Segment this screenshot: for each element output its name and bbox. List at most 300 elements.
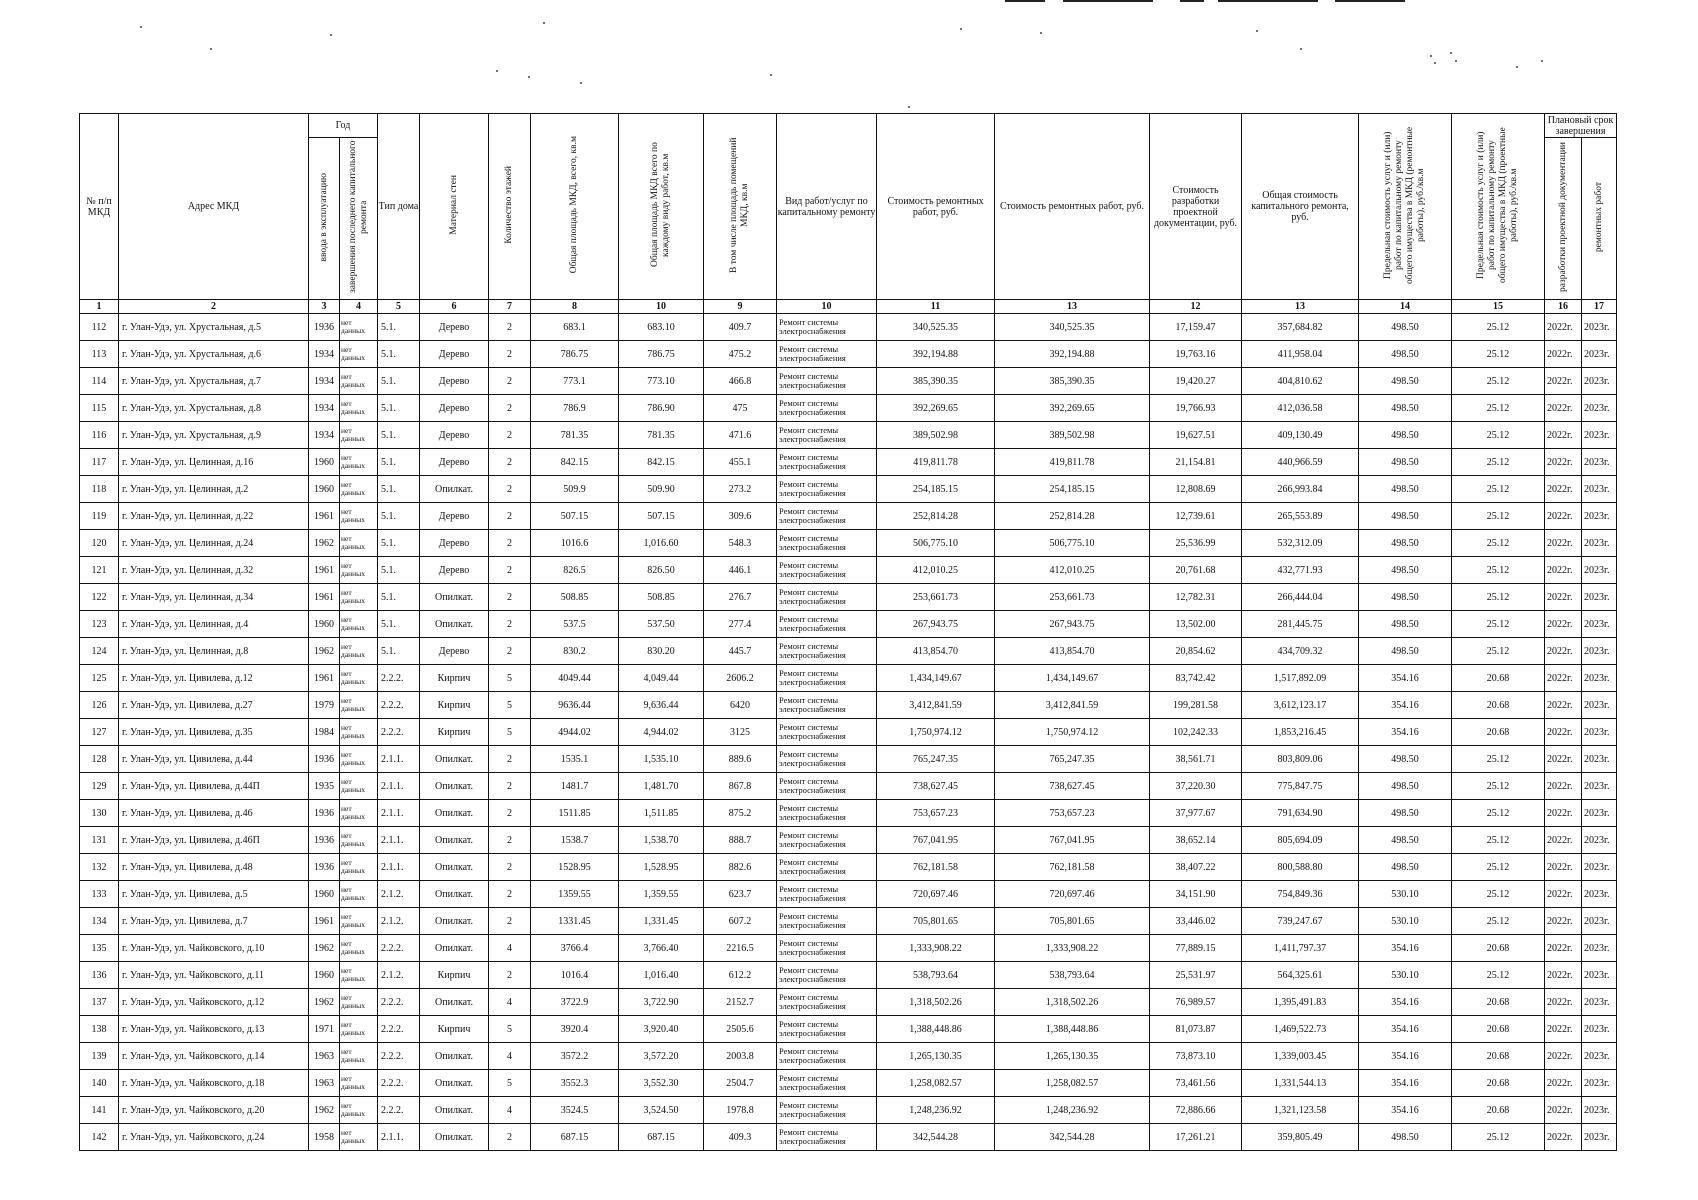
limit-design-cell: 25.12 (1452, 881, 1545, 908)
area-per-work-cell: 773.10 (619, 368, 704, 395)
area-per-work-cell: 1,016.40 (619, 962, 704, 989)
address-cell: г. Улан-Удэ, ул. Целинная, д.32 (119, 557, 309, 584)
limit-repair-cell: 498.50 (1359, 422, 1452, 449)
row-number: 112 (80, 314, 119, 341)
limit-repair-cell: 354.16 (1359, 1097, 1452, 1124)
wall-material-cell: Опилкат. (420, 1124, 489, 1151)
repair-cost-cell: 1,434,149.67 (877, 665, 995, 692)
deadline-design-cell: 2022г. (1545, 719, 1582, 746)
deadline-repair-cell: 2023г. (1582, 584, 1617, 611)
header-year-last-repair: завершения последнего капитального ремонта (340, 138, 378, 300)
design-cost-cell: 17,261.21 (1150, 1124, 1242, 1151)
area-per-work-cell: 537.50 (619, 611, 704, 638)
floors-cell: 5 (489, 692, 531, 719)
repair-cost-cell: 1,750,974.12 (877, 719, 995, 746)
premises-area-cell: 882.6 (704, 854, 777, 881)
repair-cost-cell: 762,181.58 (877, 854, 995, 881)
wall-material-cell: Дерево (420, 449, 489, 476)
year-last-repair-cell: нет данных (340, 692, 378, 719)
column-index-cell: 1 (80, 300, 119, 314)
address-cell: г. Улан-Удэ, ул. Чайковского, д.24 (119, 1124, 309, 1151)
area-per-work-cell: 3,552.30 (619, 1070, 704, 1097)
house-type-cell: 2.1.1. (378, 773, 420, 800)
limit-design-cell: 25.12 (1452, 503, 1545, 530)
year-commission-cell: 1960 (309, 476, 340, 503)
year-commission-cell: 1936 (309, 314, 340, 341)
house-type-cell: 2.2.2. (378, 1016, 420, 1043)
repair-cost-cell: 1,318,502.26 (877, 989, 995, 1016)
wall-material-cell: Опилкат. (420, 584, 489, 611)
column-index-cell: 14 (1359, 300, 1452, 314)
wall-material-cell: Опилкат. (420, 827, 489, 854)
floors-cell: 5 (489, 665, 531, 692)
deadline-design-cell: 2022г. (1545, 530, 1582, 557)
house-type-cell: 5.1. (378, 557, 420, 584)
deadline-design-cell: 2022г. (1545, 341, 1582, 368)
table-row (80, 449, 1617, 476)
repair-cost-2-cell: 720,697.46 (995, 881, 1150, 908)
row-number: 139 (80, 1043, 119, 1070)
row-number: 115 (80, 395, 119, 422)
deadline-design-cell: 2022г. (1545, 557, 1582, 584)
repair-cost-2-cell: 389,502.98 (995, 422, 1150, 449)
limit-design-cell: 25.12 (1452, 368, 1545, 395)
table-row (80, 530, 1617, 557)
table-row (80, 314, 1617, 341)
year-commission-cell: 1961 (309, 665, 340, 692)
wall-material-cell: Опилкат. (420, 881, 489, 908)
limit-repair-cell: 498.50 (1359, 530, 1452, 557)
column-index-cell: 9 (704, 300, 777, 314)
year-last-repair-cell: нет данных (340, 665, 378, 692)
column-index-cell: 16 (1545, 300, 1582, 314)
repair-cost-cell: 267,943.75 (877, 611, 995, 638)
premises-area-cell: 607.2 (704, 908, 777, 935)
limit-repair-cell: 498.50 (1359, 584, 1452, 611)
premises-area-cell: 455.1 (704, 449, 777, 476)
premises-area-cell: 548.3 (704, 530, 777, 557)
limit-design-cell: 25.12 (1452, 530, 1545, 557)
year-commission-cell: 1936 (309, 827, 340, 854)
repair-cost-cell: 419,811.78 (877, 449, 995, 476)
total-area-cell: 3920.4 (531, 1016, 619, 1043)
repair-cost-2-cell: 1,318,502.26 (995, 989, 1150, 1016)
address-cell: г. Улан-Удэ, ул. Цивилева, д.46П (119, 827, 309, 854)
area-per-work-cell: 507.15 (619, 503, 704, 530)
address-cell: г. Улан-Удэ, ул. Целинная, д.24 (119, 530, 309, 557)
repair-cost-cell: 538,793.64 (877, 962, 995, 989)
house-type-cell: 2.1.1. (378, 800, 420, 827)
year-commission-cell: 1960 (309, 449, 340, 476)
address-cell: г. Улан-Удэ, ул. Цивилева, д.12 (119, 665, 309, 692)
house-type-cell: 2.1.1. (378, 1124, 420, 1151)
premises-area-cell: 3125 (704, 719, 777, 746)
year-commission-cell: 1935 (309, 773, 340, 800)
limit-design-cell: 20.68 (1452, 1070, 1545, 1097)
work-type-cell: Ремонт системы электроснабжения (777, 611, 877, 638)
total-area-cell: 830.2 (531, 638, 619, 665)
total-cost-cell: 357,684.82 (1242, 314, 1359, 341)
limit-design-cell: 25.12 (1452, 476, 1545, 503)
wall-material-cell: Дерево (420, 314, 489, 341)
row-number: 136 (80, 962, 119, 989)
year-last-repair-cell: нет данных (340, 611, 378, 638)
wall-material-cell: Кирпич (420, 962, 489, 989)
deadline-repair-cell: 2023г. (1582, 422, 1617, 449)
address-cell: г. Улан-Удэ, ул. Цивилева, д.44 (119, 746, 309, 773)
repair-cost-cell: 753,657.23 (877, 800, 995, 827)
house-type-cell: 2.2.2. (378, 935, 420, 962)
repair-cost-2-cell: 1,388,448.86 (995, 1016, 1150, 1043)
table-row (80, 1043, 1617, 1070)
floors-cell: 2 (489, 800, 531, 827)
total-cost-cell: 1,339,003.45 (1242, 1043, 1359, 1070)
header-num: № п/п МКД (80, 114, 119, 300)
deadline-repair-cell: 2023г. (1582, 314, 1617, 341)
total-area-cell: 773.1 (531, 368, 619, 395)
limit-repair-cell: 498.50 (1359, 800, 1452, 827)
limit-design-cell: 25.12 (1452, 800, 1545, 827)
deadline-design-cell: 2022г. (1545, 1043, 1582, 1070)
limit-repair-cell: 530.10 (1359, 908, 1452, 935)
total-cost-cell: 409,130.49 (1242, 422, 1359, 449)
repair-cost-cell: 252,814.28 (877, 503, 995, 530)
deadline-design-cell: 2022г. (1545, 611, 1582, 638)
area-per-work-cell: 3,572.20 (619, 1043, 704, 1070)
repair-cost-2-cell: 1,265,130.35 (995, 1043, 1150, 1070)
total-area-cell: 9636.44 (531, 692, 619, 719)
address-cell: г. Улан-Удэ, ул. Целинная, д.8 (119, 638, 309, 665)
work-type-cell: Ремонт системы электроснабжения (777, 341, 877, 368)
total-area-cell: 1511.85 (531, 800, 619, 827)
total-area-cell: 1481.7 (531, 773, 619, 800)
header-repair-cost: Стоимость ремонтных работ, руб. (877, 114, 995, 300)
header-address: Адрес МКД (119, 114, 309, 300)
row-number: 135 (80, 935, 119, 962)
row-number: 132 (80, 854, 119, 881)
design-cost-cell: 83,742.42 (1150, 665, 1242, 692)
deadline-repair-cell: 2023г. (1582, 746, 1617, 773)
area-per-work-cell: 830.20 (619, 638, 704, 665)
total-cost-cell: 1,411,797.37 (1242, 935, 1359, 962)
total-area-cell: 1528.95 (531, 854, 619, 881)
premises-area-cell: 1978.8 (704, 1097, 777, 1124)
total-area-cell: 508.85 (531, 584, 619, 611)
total-area-cell: 786.9 (531, 395, 619, 422)
table-row (80, 368, 1617, 395)
design-cost-cell: 20,854.62 (1150, 638, 1242, 665)
row-number: 141 (80, 1097, 119, 1124)
row-number: 133 (80, 881, 119, 908)
house-type-cell: 5.1. (378, 422, 420, 449)
year-commission-cell: 1962 (309, 530, 340, 557)
year-last-repair-cell: нет данных (340, 557, 378, 584)
year-last-repair-cell: нет данных (340, 1070, 378, 1097)
deadline-design-cell: 2022г. (1545, 584, 1582, 611)
wall-material-cell: Опилкат. (420, 800, 489, 827)
total-cost-cell: 412,036.58 (1242, 395, 1359, 422)
limit-design-cell: 20.68 (1452, 1097, 1545, 1124)
deadline-design-cell: 2022г. (1545, 692, 1582, 719)
repair-cost-2-cell: 3,412,841.59 (995, 692, 1150, 719)
floors-cell: 2 (489, 1124, 531, 1151)
deadline-repair-cell: 2023г. (1582, 1070, 1617, 1097)
premises-area-cell: 471.6 (704, 422, 777, 449)
column-index-cell: 3 (309, 300, 340, 314)
total-cost-cell: 432,771.93 (1242, 557, 1359, 584)
column-index-row (80, 300, 1617, 314)
work-type-cell: Ремонт системы электроснабжения (777, 962, 877, 989)
address-cell: г. Улан-Удэ, ул. Цивилева, д.27 (119, 692, 309, 719)
floors-cell: 2 (489, 503, 531, 530)
design-cost-cell: 33,446.02 (1150, 908, 1242, 935)
year-last-repair-cell: нет данных (340, 530, 378, 557)
floors-cell: 2 (489, 368, 531, 395)
limit-repair-cell: 354.16 (1359, 719, 1452, 746)
floors-cell: 4 (489, 989, 531, 1016)
wall-material-cell: Дерево (420, 530, 489, 557)
year-commission-cell: 1962 (309, 1097, 340, 1124)
deadline-design-cell: 2022г. (1545, 665, 1582, 692)
deadline-design-cell: 2022г. (1545, 422, 1582, 449)
premises-area-cell: 409.7 (704, 314, 777, 341)
deadline-design-cell: 2022г. (1545, 854, 1582, 881)
year-commission-cell: 1963 (309, 1070, 340, 1097)
design-cost-cell: 37,220.30 (1150, 773, 1242, 800)
row-number: 125 (80, 665, 119, 692)
header-row-top (80, 114, 1617, 138)
column-index-cell: 10 (777, 300, 877, 314)
limit-repair-cell: 498.50 (1359, 341, 1452, 368)
repair-cost-2-cell: 412,010.25 (995, 557, 1150, 584)
limit-design-cell: 25.12 (1452, 422, 1545, 449)
wall-material-cell: Опилкат. (420, 773, 489, 800)
repair-cost-2-cell: 1,248,236.92 (995, 1097, 1150, 1124)
column-index-cell: 7 (489, 300, 531, 314)
premises-area-cell: 446.1 (704, 557, 777, 584)
repair-cost-cell: 1,388,448.86 (877, 1016, 995, 1043)
repair-cost-cell: 1,248,236.92 (877, 1097, 995, 1124)
design-cost-cell: 20,761.68 (1150, 557, 1242, 584)
deadline-design-cell: 2022г. (1545, 989, 1582, 1016)
floors-cell: 2 (489, 746, 531, 773)
year-last-repair-cell: нет данных (340, 1097, 378, 1124)
wall-material-cell: Опилкат. (420, 854, 489, 881)
repair-cost-2-cell: 538,793.64 (995, 962, 1150, 989)
address-cell: г. Улан-Удэ, ул. Чайковского, д.13 (119, 1016, 309, 1043)
total-cost-cell: 1,517,892.09 (1242, 665, 1359, 692)
area-per-work-cell: 4,944.02 (619, 719, 704, 746)
row-number: 119 (80, 503, 119, 530)
table-row (80, 692, 1617, 719)
premises-area-cell: 276.7 (704, 584, 777, 611)
wall-material-cell: Опилкат. (420, 746, 489, 773)
table-row (80, 881, 1617, 908)
year-commission-cell: 1934 (309, 368, 340, 395)
year-last-repair-cell: нет данных (340, 962, 378, 989)
row-number: 138 (80, 1016, 119, 1043)
total-cost-cell: 265,553.89 (1242, 503, 1359, 530)
work-type-cell: Ремонт системы электроснабжения (777, 503, 877, 530)
floors-cell: 2 (489, 422, 531, 449)
header-deadline-design: разработки проектной документации (1545, 138, 1582, 300)
area-per-work-cell: 842.15 (619, 449, 704, 476)
column-index-cell: 17 (1582, 300, 1617, 314)
row-number: 129 (80, 773, 119, 800)
limit-repair-cell: 498.50 (1359, 314, 1452, 341)
header-premises-area: В том числе площадь помещений МКД, кв.м (704, 114, 777, 300)
house-type-cell: 5.1. (378, 449, 420, 476)
floors-cell: 4 (489, 935, 531, 962)
deadline-design-cell: 2022г. (1545, 476, 1582, 503)
repair-cost-2-cell: 765,247.35 (995, 746, 1150, 773)
premises-area-cell: 612.2 (704, 962, 777, 989)
work-type-cell: Ремонт системы электроснабжения (777, 692, 877, 719)
limit-design-cell: 20.68 (1452, 935, 1545, 962)
repair-cost-2-cell: 762,181.58 (995, 854, 1150, 881)
house-type-cell: 5.1. (378, 476, 420, 503)
address-cell: г. Улан-Удэ, ул. Чайковского, д.14 (119, 1043, 309, 1070)
premises-area-cell: 623.7 (704, 881, 777, 908)
wall-material-cell: Опилкат. (420, 1043, 489, 1070)
total-area-cell: 781.35 (531, 422, 619, 449)
design-cost-cell: 37,977.67 (1150, 800, 1242, 827)
year-last-repair-cell: нет данных (340, 1016, 378, 1043)
column-index-cell: 11 (877, 300, 995, 314)
table-row (80, 1016, 1617, 1043)
total-area-cell: 1016.4 (531, 962, 619, 989)
year-last-repair-cell: нет данных (340, 800, 378, 827)
row-number: 137 (80, 989, 119, 1016)
limit-design-cell: 25.12 (1452, 638, 1545, 665)
limit-repair-cell: 354.16 (1359, 692, 1452, 719)
limit-design-cell: 20.68 (1452, 1043, 1545, 1070)
table-row (80, 665, 1617, 692)
year-commission-cell: 1962 (309, 638, 340, 665)
year-last-repair-cell: нет данных (340, 314, 378, 341)
work-type-cell: Ремонт системы электроснабжения (777, 854, 877, 881)
year-commission-cell: 1961 (309, 908, 340, 935)
row-number: 116 (80, 422, 119, 449)
area-per-work-cell: 1,359.55 (619, 881, 704, 908)
header-deadline-group: Плановый срок завершения (1545, 114, 1617, 138)
work-type-cell: Ремонт системы электроснабжения (777, 368, 877, 395)
repair-cost-cell: 3,412,841.59 (877, 692, 995, 719)
year-last-repair-cell: нет данных (340, 935, 378, 962)
limit-repair-cell: 498.50 (1359, 827, 1452, 854)
year-last-repair-cell: нет данных (340, 449, 378, 476)
deadline-design-cell: 2022г. (1545, 881, 1582, 908)
deadline-repair-cell: 2023г. (1582, 854, 1617, 881)
limit-repair-cell: 498.50 (1359, 449, 1452, 476)
address-cell: г. Улан-Удэ, ул. Чайковского, д.11 (119, 962, 309, 989)
row-number: 140 (80, 1070, 119, 1097)
wall-material-cell: Опилкат. (420, 989, 489, 1016)
repair-cost-2-cell: 767,041.95 (995, 827, 1150, 854)
repair-cost-cell: 767,041.95 (877, 827, 995, 854)
limit-repair-cell: 498.50 (1359, 746, 1452, 773)
total-cost-cell: 805,694.09 (1242, 827, 1359, 854)
limit-design-cell: 20.68 (1452, 1016, 1545, 1043)
year-last-repair-cell: нет данных (340, 773, 378, 800)
house-type-cell: 5.1. (378, 503, 420, 530)
table-row (80, 1070, 1617, 1097)
address-cell: г. Улан-Удэ, ул. Цивилева, д.5 (119, 881, 309, 908)
column-index-cell: 13 (1242, 300, 1359, 314)
floors-cell: 2 (489, 908, 531, 935)
work-type-cell: Ремонт системы электроснабжения (777, 584, 877, 611)
limit-design-cell: 25.12 (1452, 584, 1545, 611)
limit-design-cell: 25.12 (1452, 395, 1545, 422)
repair-cost-2-cell: 392,269.65 (995, 395, 1150, 422)
wall-material-cell: Опилкат. (420, 611, 489, 638)
header-limit-design: Предельная стоимость услуг и (или) работ по капитальному ремонту общего имущества в МКД (проектные работы), руб./кв.м (1452, 114, 1545, 300)
house-type-cell: 5.1. (378, 584, 420, 611)
design-cost-cell: 12,808.69 (1150, 476, 1242, 503)
repair-cost-cell: 392,269.65 (877, 395, 995, 422)
limit-design-cell: 25.12 (1452, 908, 1545, 935)
year-last-repair-cell: нет данных (340, 719, 378, 746)
total-cost-cell: 791,634.90 (1242, 800, 1359, 827)
house-type-cell: 2.1.2. (378, 962, 420, 989)
column-index-cell: 4 (340, 300, 378, 314)
table-row (80, 935, 1617, 962)
total-cost-cell: 564,325.61 (1242, 962, 1359, 989)
table-row (80, 1124, 1617, 1151)
row-number: 114 (80, 368, 119, 395)
floors-cell: 2 (489, 584, 531, 611)
year-commission-cell: 1960 (309, 881, 340, 908)
repair-cost-cell: 1,333,908.22 (877, 935, 995, 962)
design-cost-cell: 77,889.15 (1150, 935, 1242, 962)
total-cost-cell: 1,331,544.13 (1242, 1070, 1359, 1097)
work-type-cell: Ремонт системы электроснабжения (777, 449, 877, 476)
table-row (80, 584, 1617, 611)
limit-design-cell: 25.12 (1452, 557, 1545, 584)
total-cost-cell: 266,444.04 (1242, 584, 1359, 611)
area-per-work-cell: 826.50 (619, 557, 704, 584)
address-cell: г. Улан-Удэ, ул. Чайковского, д.20 (119, 1097, 309, 1124)
deadline-design-cell: 2022г. (1545, 314, 1582, 341)
repair-cost-2-cell: 392,194.88 (995, 341, 1150, 368)
deadline-repair-cell: 2023г. (1582, 827, 1617, 854)
limit-design-cell: 20.68 (1452, 665, 1545, 692)
total-cost-cell: 775,847.75 (1242, 773, 1359, 800)
year-last-repair-cell: нет данных (340, 341, 378, 368)
house-type-cell: 2.1.1. (378, 854, 420, 881)
deadline-repair-cell: 2023г. (1582, 800, 1617, 827)
deadline-repair-cell: 2023г. (1582, 1016, 1617, 1043)
column-index-cell: 2 (119, 300, 309, 314)
deadline-design-cell: 2022г. (1545, 962, 1582, 989)
table-body (80, 314, 1617, 1151)
house-type-cell: 2.1.1. (378, 827, 420, 854)
design-cost-cell: 17,159.47 (1150, 314, 1242, 341)
repair-cost-2-cell: 252,814.28 (995, 503, 1150, 530)
work-type-cell: Ремонт системы электроснабжения (777, 476, 877, 503)
floors-cell: 2 (489, 827, 531, 854)
floors-cell: 2 (489, 557, 531, 584)
repair-cost-2-cell: 1,750,974.12 (995, 719, 1150, 746)
column-index-cell: 8 (531, 300, 619, 314)
deadline-repair-cell: 2023г. (1582, 1043, 1617, 1070)
design-cost-cell: 199,281.58 (1150, 692, 1242, 719)
address-cell: г. Улан-Удэ, ул. Хрустальная, д.8 (119, 395, 309, 422)
house-type-cell: 2.2.2. (378, 1070, 420, 1097)
deadline-repair-cell: 2023г. (1582, 962, 1617, 989)
repair-cost-cell: 765,247.35 (877, 746, 995, 773)
limit-design-cell: 25.12 (1452, 773, 1545, 800)
